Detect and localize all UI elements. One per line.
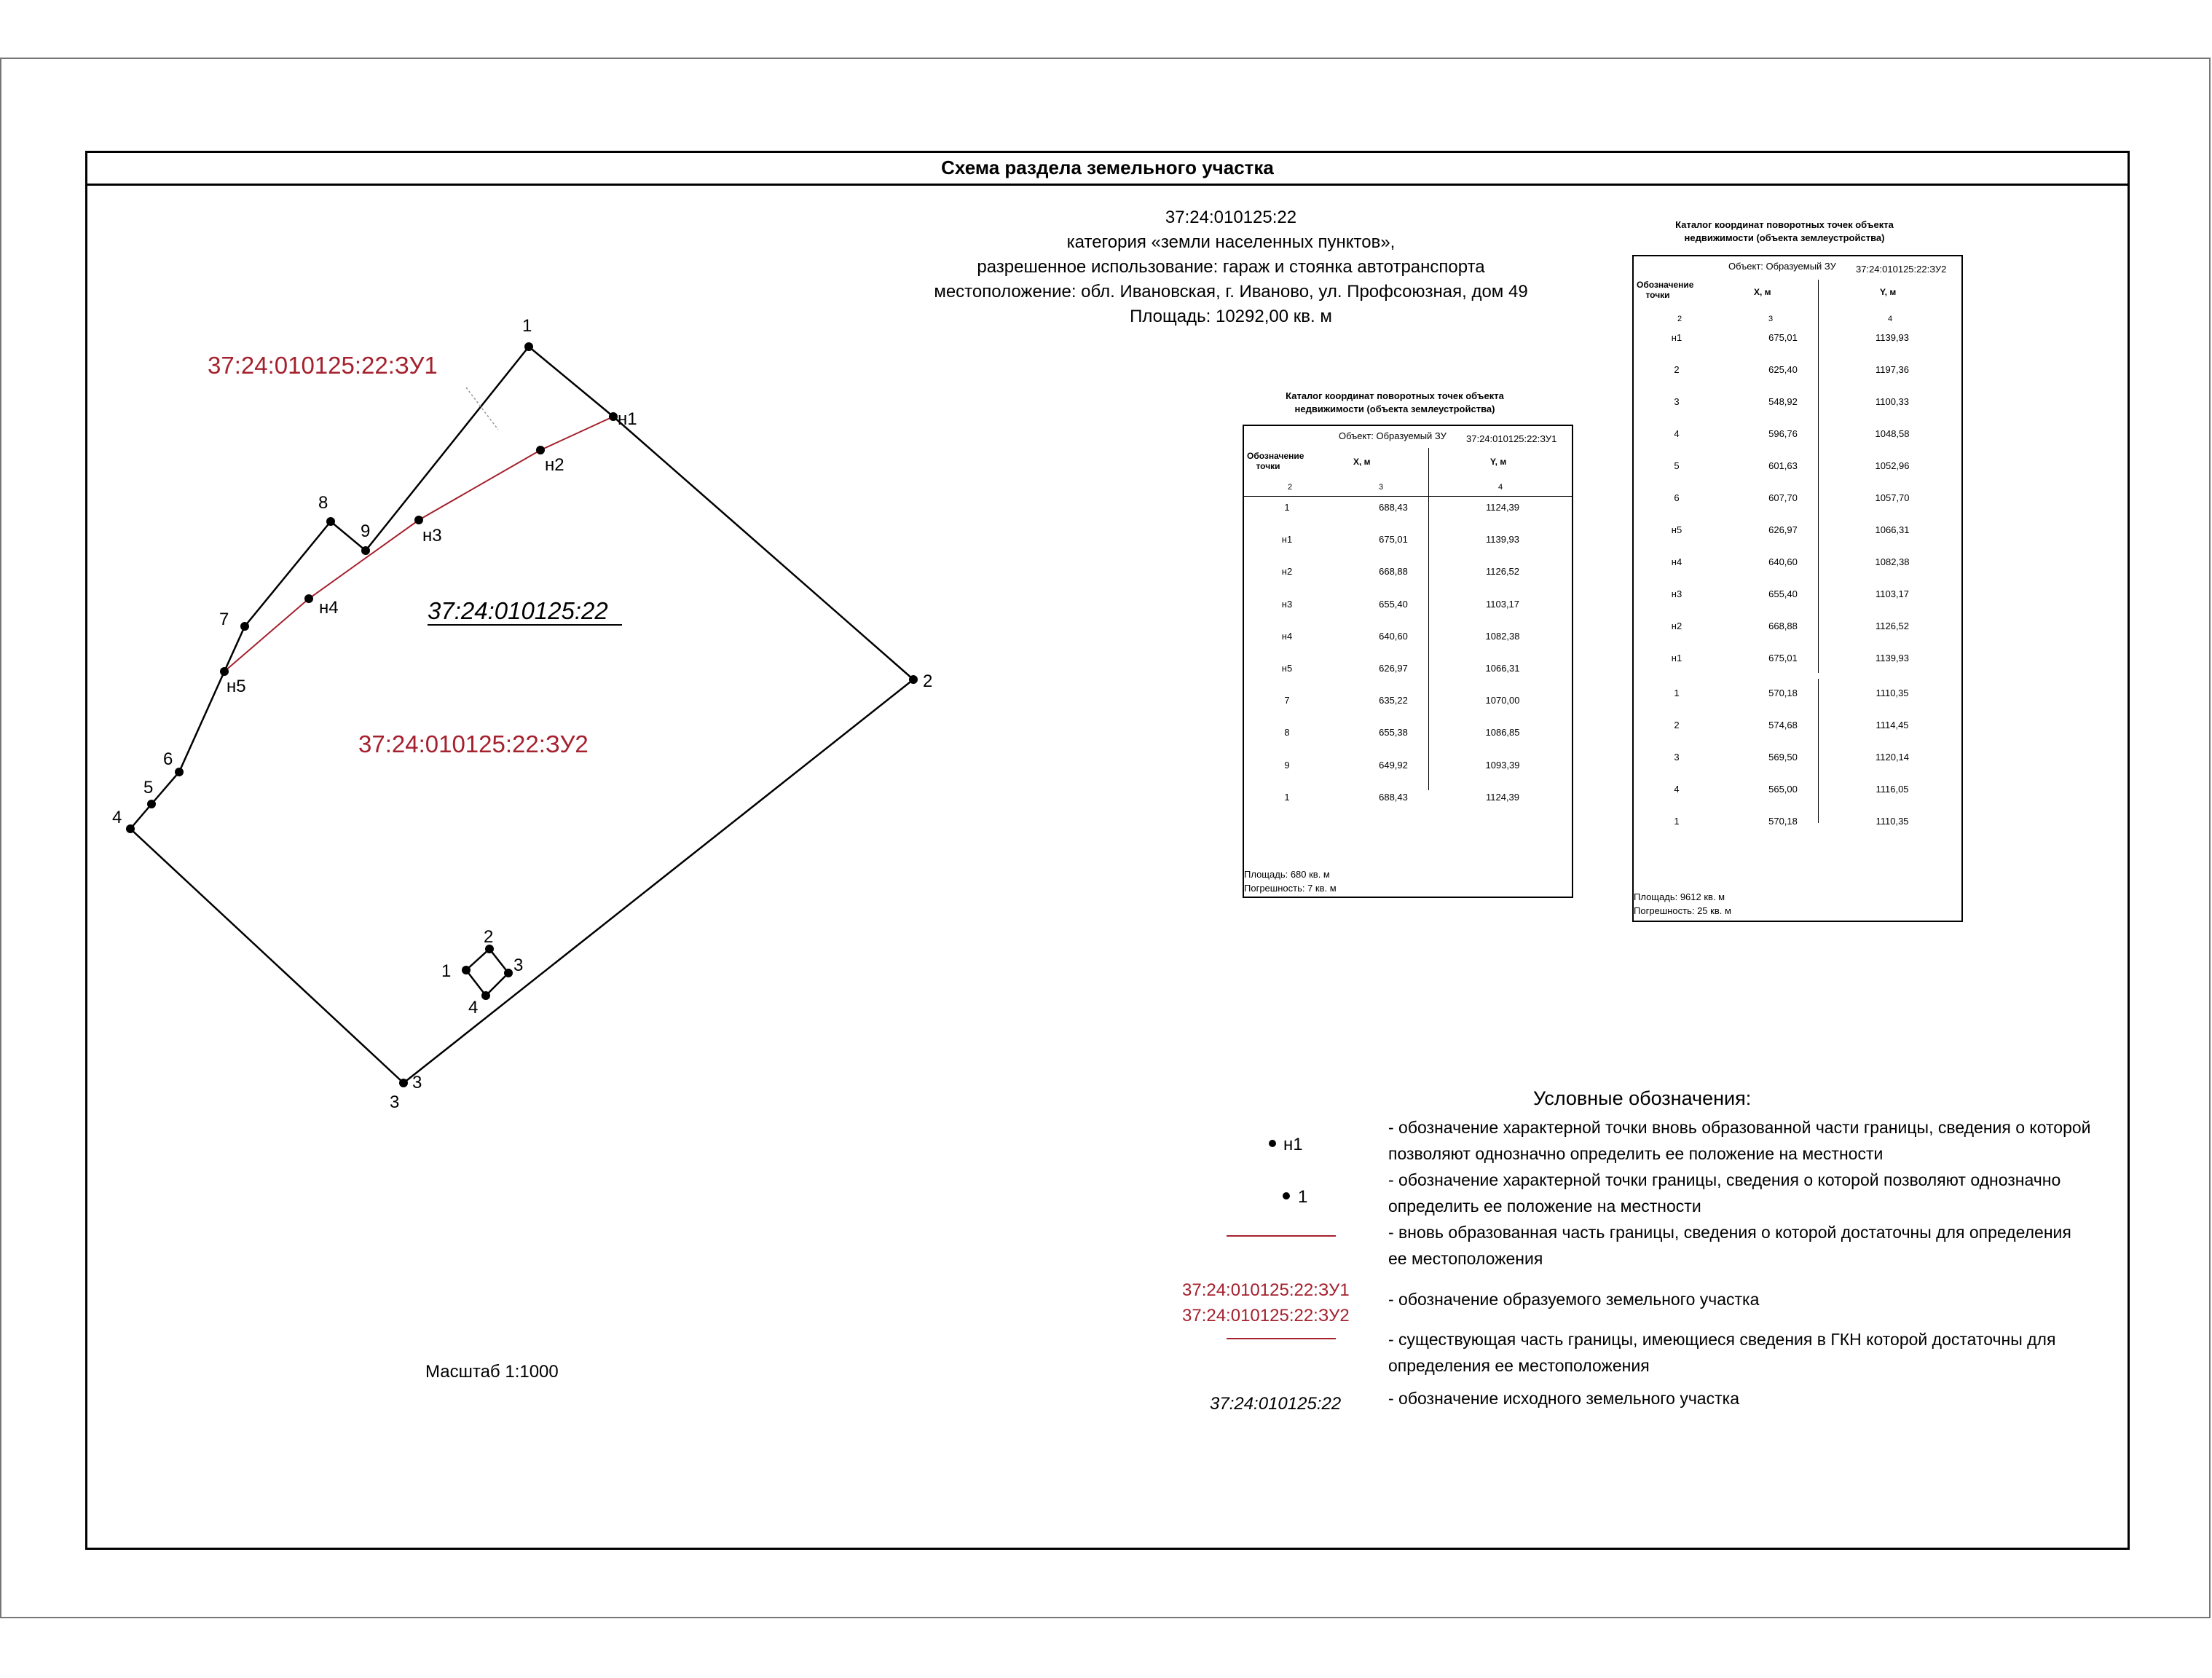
building-point-1: [462, 966, 471, 974]
t2-cell-point: н1: [1671, 332, 1682, 343]
t2-cell-x: 626,97: [1768, 524, 1798, 535]
t1-cell-y: 1124,39: [1485, 502, 1520, 513]
t1-cell-y: 1126,52: [1485, 566, 1520, 578]
legend-point-icon: [1283, 1192, 1290, 1200]
table1-error: Погрешность: 7 кв. м: [1244, 883, 1337, 894]
t2-cell-x: 574,68: [1768, 720, 1798, 730]
table1-header-rule: [1244, 496, 1572, 497]
legend-item-point: - обозначение характерной точки границы, сведения о которой позволяют однозначно определить ее положение на местности: [1388, 1170, 2061, 1216]
t2-cell-y: 1110,35: [1876, 688, 1909, 698]
t1-cell-x: 640,60: [1379, 630, 1408, 642]
t2-cell-y: 1110,35: [1876, 816, 1909, 827]
t2-cell-x: 601,63: [1768, 460, 1798, 471]
t2-cell-y: 1120,14: [1875, 752, 1910, 763]
t2-cell-point: 4: [1674, 428, 1680, 439]
point-label-6: 6: [163, 749, 173, 769]
t2-cell-y: 1139,93: [1875, 653, 1910, 663]
t1-cell-y: 1093,39: [1485, 759, 1520, 771]
t2-cell-y: 1082,38: [1875, 556, 1910, 567]
table2-error: Погрешность: 25 кв. м: [1634, 905, 1731, 916]
t2-cell-x: 625,40: [1768, 364, 1798, 375]
t2-cell-y: 1103,17: [1875, 588, 1910, 599]
table1-title-line2: недвижимости (объекта землеустройства): [1294, 403, 1495, 414]
t1-cell-y: 1082,38: [1485, 630, 1520, 642]
point-label-1: 1: [522, 316, 532, 336]
t2-cell-point: 3: [1674, 752, 1680, 763]
t2-cell-point: 1: [1674, 688, 1680, 698]
table1-object-label: Объект: Образуемый ЗУ: [1339, 430, 1447, 441]
point-label-3b: 3: [390, 1092, 400, 1112]
t1-cell-point: 8: [1284, 727, 1290, 738]
t1-cell-y: 1086,85: [1485, 727, 1520, 738]
point-label-3a: 3: [412, 1073, 422, 1092]
t1-cell-x: 635,22: [1379, 695, 1408, 706]
t1-cell-point: 9: [1284, 759, 1290, 771]
table1-title: [1231, 390, 1559, 416]
building-point-4: [481, 991, 490, 1000]
table1-colnum-2: 2: [1288, 483, 1293, 492]
legend-title: Условные обозначения:: [1533, 1087, 1752, 1109]
point-marker-n1: [609, 412, 618, 421]
t2-cell-x: 607,70: [1768, 492, 1798, 503]
point-label-n4: н4: [319, 598, 339, 618]
table2-object-label: Объект: Образуемый ЗУ: [1728, 261, 1836, 272]
t1-cell-x: 655,40: [1379, 598, 1408, 610]
legend-point-label: 1: [1298, 1187, 1308, 1207]
t2-cell-y: 1139,93: [1875, 332, 1910, 343]
point-marker-1: [524, 342, 533, 351]
t1-cell-point: 1: [1284, 791, 1290, 803]
t2-cell-y: 1066,31: [1875, 524, 1910, 535]
building-label-1: 1: [441, 961, 452, 981]
t2-cell-y: 1126,52: [1875, 621, 1910, 631]
t1-cell-y: 1103,17: [1485, 598, 1520, 610]
table2-header-x: X, м: [1754, 287, 1771, 297]
table2-header-point: Обозначение точки: [1637, 280, 1694, 300]
point-marker-8: [326, 517, 335, 526]
legend-item-new-point: - обозначение характерной точки вновь образованной части границы, сведения о которой позволяют однозначно определить ее положение на местности: [1388, 1118, 2091, 1163]
building-label-4: 4: [468, 998, 479, 1017]
t1-cell-x: 655,38: [1379, 727, 1408, 738]
point-label-9: 9: [361, 521, 371, 541]
t1-cell-y: 1139,93: [1485, 534, 1520, 545]
table1-header-y: Y, м: [1490, 457, 1507, 467]
legend-new-point-label: н1: [1283, 1135, 1303, 1154]
point-label-n5: н5: [227, 677, 246, 696]
parcel-location: местоположение: обл. Ивановская, г. Иваново, ул. Профсоюзная, дом 49: [934, 282, 1528, 302]
parcel-cadastral-number: 37:24:010125:22: [1165, 208, 1297, 227]
point-marker-n3: [414, 516, 423, 524]
legend-source-symbol: 37:24:010125:22: [1210, 1394, 1342, 1414]
point-label-2: 2: [923, 671, 933, 691]
t2-cell-point: 1: [1674, 816, 1680, 827]
point-marker-n2: [536, 446, 545, 454]
t2-cell-point: н4: [1671, 556, 1682, 567]
table2-title-line2: недвижимости (объекта землеустройства): [1684, 232, 1885, 243]
t2-cell-y: 1048,58: [1875, 428, 1910, 439]
t1-cell-y: 1070,00: [1485, 695, 1520, 706]
point-label-5: 5: [143, 778, 154, 797]
t1-cell-x: 688,43: [1379, 791, 1408, 803]
table1-header-x: X, м: [1353, 457, 1371, 467]
table2-colnum-2: 2: [1677, 315, 1682, 323]
legend-item-parcel: - обозначение образуемого земельного участка: [1388, 1290, 1760, 1309]
table1-header-point: Обозначение точки: [1247, 451, 1304, 471]
t2-cell-x: 596,76: [1768, 428, 1798, 439]
t1-cell-point: н1: [1281, 534, 1293, 545]
t2-cell-x: 570,18: [1768, 816, 1798, 827]
coordinates-table-zu1: [1243, 425, 1573, 898]
point-label-8: 8: [318, 493, 328, 513]
t1-cell-point: 7: [1284, 695, 1290, 706]
point-label-7: 7: [219, 610, 229, 629]
t2-cell-x: 675,01: [1768, 653, 1798, 663]
t2-cell-point: 4: [1674, 784, 1680, 795]
t2-cell-point: 6: [1674, 492, 1680, 503]
point-marker-7: [240, 622, 249, 631]
page-title: Схема раздела земельного участка: [85, 151, 2130, 186]
t2-cell-point: 2: [1674, 720, 1680, 730]
t2-cell-point: н3: [1671, 588, 1682, 599]
point-marker-6: [175, 768, 184, 776]
point-marker-n5: [220, 667, 229, 676]
point-marker-3: [399, 1079, 408, 1087]
zu1-label: 37:24:010125:22:ЗУ1: [208, 352, 438, 379]
point-marker-4: [126, 824, 135, 833]
point-marker-9: [361, 546, 370, 555]
t1-cell-x: 688,43: [1379, 502, 1408, 513]
point-label-n3: н3: [422, 526, 442, 545]
table1-colnum-4: 4: [1498, 483, 1503, 492]
point-label-n1: н1: [618, 409, 637, 429]
table2-area: Площадь: 9612 кв. м: [1634, 891, 1725, 902]
point-marker-2: [909, 675, 918, 684]
t2-cell-point: н2: [1671, 621, 1682, 631]
legend-item-source-parcel: - обозначение исходного земельного участка: [1388, 1389, 1739, 1408]
t2-cell-x: 570,18: [1768, 688, 1798, 698]
coordinates-table-zu2: [1632, 255, 1963, 922]
t2-cell-x: 675,01: [1768, 332, 1798, 343]
t2-cell-y: 1057,70: [1875, 492, 1910, 503]
parcel-use: разрешенное использование: гараж и стоянка автотранспорта: [977, 257, 1485, 277]
t1-cell-y: 1066,31: [1485, 663, 1520, 674]
zu1-leader-line: [466, 387, 498, 430]
t2-cell-x: 565,00: [1768, 784, 1798, 795]
point-label-4: 4: [112, 808, 122, 827]
table2-object-number: 37:24:010125:22:ЗУ2: [1856, 264, 1947, 275]
source-parcel-label: 37:24:010125:22: [428, 597, 608, 624]
t2-cell-point: 2: [1674, 364, 1680, 375]
building-label-3: 3: [513, 956, 524, 975]
table1-colnum-3: 3: [1379, 483, 1384, 492]
zu2-label: 37:24:010125:22:ЗУ2: [358, 730, 589, 757]
table1-area: Площадь: 680 кв. м: [1244, 869, 1330, 880]
table2-colnum-3: 3: [1768, 315, 1774, 323]
table2-column-divider-bottom: [1818, 679, 1819, 823]
t2-cell-x: 548,92: [1768, 396, 1798, 407]
legend-zu2-symbol: 37:24:010125:22:ЗУ2: [1182, 1306, 1350, 1326]
t2-cell-x: 569,50: [1768, 752, 1798, 763]
point-marker-n4: [304, 594, 313, 603]
t2-cell-x: 640,60: [1768, 556, 1798, 567]
t2-cell-y: 1100,33: [1875, 396, 1910, 407]
table2-header-y: Y, м: [1880, 287, 1897, 297]
t1-cell-x: 626,97: [1379, 663, 1408, 674]
building-point-3: [504, 969, 513, 977]
map-scale: Масштаб 1:1000: [425, 1362, 559, 1382]
t2-cell-y: 1197,36: [1875, 364, 1910, 375]
t1-cell-point: н4: [1281, 630, 1293, 642]
t2-cell-point: 5: [1674, 460, 1680, 471]
parcel-area: Площадь: 10292,00 кв. м: [1130, 307, 1332, 326]
table2-colnum-4: 4: [1888, 315, 1893, 323]
table1-column-divider: [1428, 448, 1429, 790]
t2-cell-point: н1: [1671, 653, 1682, 663]
t2-cell-y: 1116,05: [1876, 784, 1909, 795]
parcel-category: категория «земли населенных пунктов»,: [1066, 232, 1396, 252]
t2-cell-y: 1052,96: [1875, 460, 1910, 471]
point-marker-5: [147, 800, 156, 808]
t1-cell-x: 675,01: [1379, 534, 1408, 545]
t2-cell-x: 655,40: [1768, 588, 1798, 599]
t1-cell-x: 649,92: [1379, 759, 1408, 771]
t1-cell-point: 1: [1284, 502, 1290, 513]
t2-cell-y: 1114,45: [1876, 720, 1909, 730]
point-label-n2: н2: [545, 455, 564, 475]
t1-cell-point: н2: [1281, 566, 1293, 578]
table2-title-line1: Каталог координат поворотных точек объекта: [1675, 219, 1894, 230]
t2-cell-point: н5: [1671, 524, 1682, 535]
building-outline: [466, 949, 508, 996]
legend-item-new-boundary: - вновь образованная часть границы, сведения о которой достаточны для определения ее местоположения: [1388, 1223, 2071, 1268]
building-label-2: 2: [484, 927, 494, 947]
t2-cell-point: 3: [1674, 396, 1680, 407]
table1-title-line1: Каталог координат поворотных точек объекта: [1286, 390, 1504, 401]
t1-cell-x: 668,88: [1379, 566, 1408, 578]
t1-cell-y: 1124,39: [1485, 791, 1520, 803]
t1-cell-point: н5: [1281, 663, 1293, 674]
legend-zu1-symbol: 37:24:010125:22:ЗУ1: [1182, 1280, 1350, 1300]
table2-title: [1621, 218, 1948, 245]
t1-cell-point: н3: [1281, 598, 1293, 610]
t2-cell-x: 668,88: [1768, 621, 1798, 631]
legend-item-existing-boundary: - существующая часть границы, имеющиеся сведения в ГКН которой достаточны для определения ее местоположения: [1388, 1330, 2056, 1375]
legend-new-point-icon: [1269, 1140, 1276, 1147]
table1-object-number: 37:24:010125:22:ЗУ1: [1466, 433, 1557, 444]
